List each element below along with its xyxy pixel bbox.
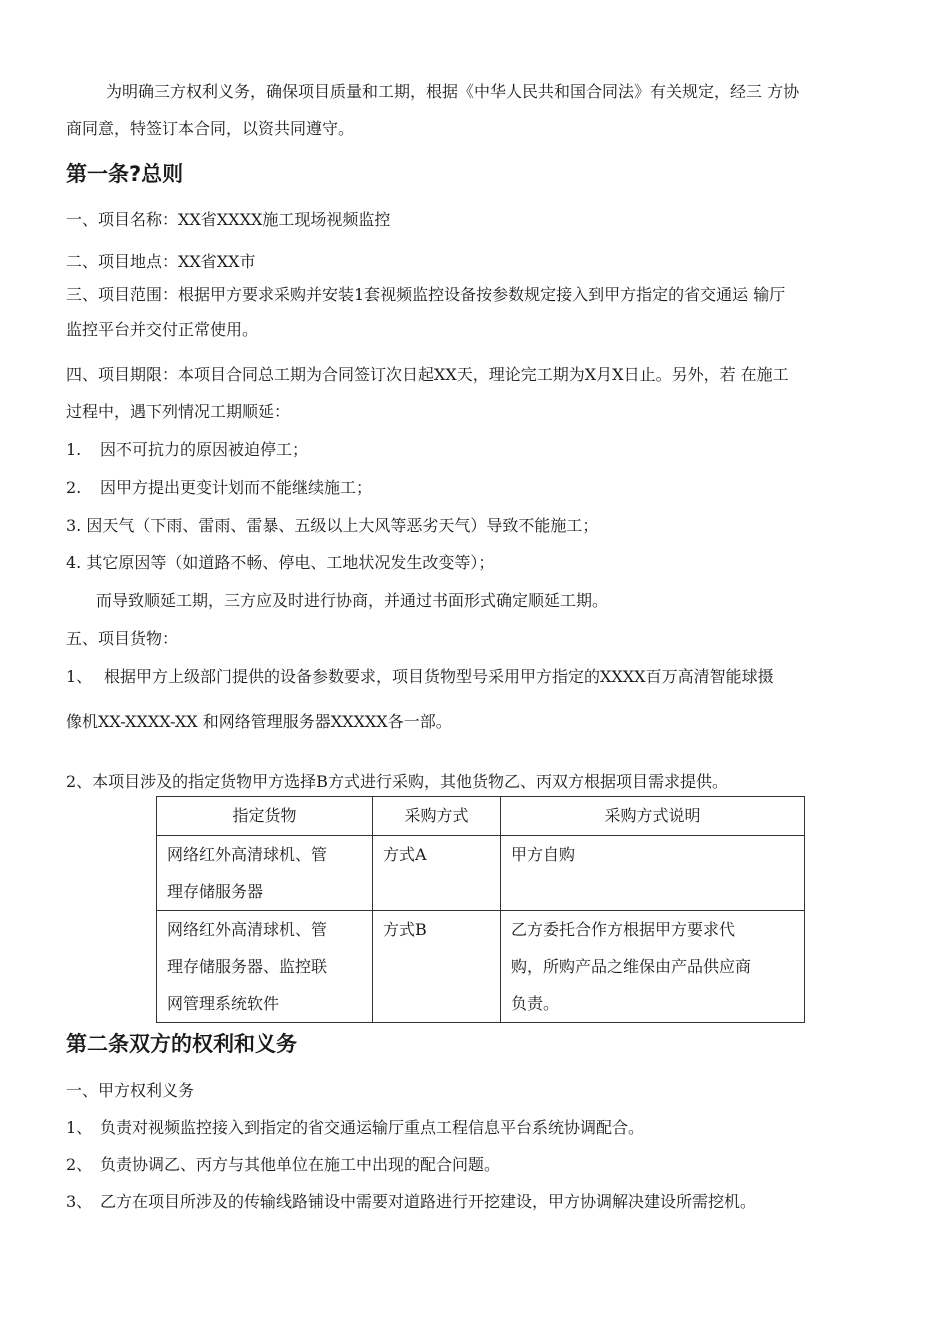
delay-item-text: 因不可抗力的原因被迫停工； <box>100 440 309 459</box>
project-goods-heading: 五、项目货物： <box>66 629 179 648</box>
table-cell-goods: 网络红外高清球机、管 理存储服务器 <box>157 836 373 911</box>
table-header-row <box>157 797 805 836</box>
party-a-item-text: 负责协调乙、丙方与其他单位在施工中出现的配合问题。 <box>100 1155 501 1174</box>
project-name: 一、项目名称：XX省XXXX施工现场视频监控 <box>66 210 391 229</box>
table-header-cell: 采购方式说明 <box>501 797 805 836</box>
goods-item-number: 1、 <box>66 667 93 686</box>
table-cell-desc: 甲方自购 <box>501 836 805 911</box>
delay-item-number: 3. <box>66 516 82 535</box>
delay-item-text: 其它原因等（如道路不畅、停电、工地状况发生改变等）； <box>86 553 495 572</box>
delay-note: 而导致顺延工期，三方应及时进行协商，并通过书面形式确定顺延工期。 <box>96 591 609 610</box>
goods-item-1-line2: 像机XX-XXXX-XX 和网络管理服务器XXXXX各一部。 <box>66 712 452 731</box>
party-a-item-number: 2、 <box>66 1155 93 1174</box>
project-term-line1: 四、项目期限：本项目合同总工期为合同签订次日起XX天，理论完工期为X月X日止。另外，若 在施工 <box>66 365 789 384</box>
intro-paragraph-line2: 商同意，特签订本合同，以资共同遵守。 <box>66 119 355 138</box>
table-row <box>157 911 805 1023</box>
goods-item-text: 根据甲方上级部门提供的设备参数要求，项目货物型号采用甲方指定的XXXX百万高清智能球摄 <box>104 667 774 686</box>
delay-item <box>66 440 308 460</box>
article2-heading: 第二条双方的权利和义务 <box>66 1032 297 1056</box>
table-cell-goods: 网络红外高清球机、管 理存储服务器、监控联 网管理系统软件 <box>157 911 373 1023</box>
goods-item-1-line1 <box>66 667 774 687</box>
article1-heading: 第一条?总则 <box>66 162 184 186</box>
table-header-cell: 采购方式 <box>373 797 501 836</box>
party-a-item-text: 乙方在项目所涉及的传输线路铺设中需要对道路进行开挖建设，甲方协调解决建设所需挖机。 <box>100 1192 757 1211</box>
delay-item-number: 2. <box>66 478 82 497</box>
delay-item-text: 因甲方提出更变计划而不能继续施工； <box>100 478 373 497</box>
project-term-line2: 过程中，遇下列情况工期顺延： <box>66 402 291 421</box>
party-a-item <box>66 1155 500 1175</box>
goods-item-2: 2、本项目涉及的指定货物甲方选择B方式进行采购，其他货物乙、丙双方根据项目需求提供。 <box>66 772 728 791</box>
party-a-item-number: 1、 <box>66 1118 93 1137</box>
party-a-item-text: 负责对视频监控接入到指定的省交通运输厅重点工程信息平台系统协调配合。 <box>100 1118 645 1137</box>
delay-item-number: 1. <box>66 440 82 459</box>
delay-item-number: 4. <box>66 553 82 572</box>
party-a-item-number: 3、 <box>66 1192 93 1211</box>
table-cell-method: 方式B <box>373 911 501 1023</box>
table-cell-desc: 乙方委托合作方根据甲方要求代 购，所购产品之维保由产品供应商 负责。 <box>501 911 805 1023</box>
delay-item <box>66 553 494 573</box>
party-a-item <box>66 1118 644 1138</box>
project-scope-line2: 监控平台并交付正常使用。 <box>66 320 259 339</box>
intro-paragraph-line1: 为明确三方权利义务，确保项目质量和工期，根据《中华人民共和国合同法》有关规定，经三 方协 <box>106 82 800 101</box>
delay-item-text: 因天气（下雨、雷雨、雷暴、五级以上大风等恶劣天气）导致不能施工； <box>86 516 599 535</box>
project-location: 二、项目地点：XX省XX市 <box>66 252 256 271</box>
table-header-cell: 指定货物 <box>157 797 373 836</box>
goods-procurement-table <box>156 796 805 1023</box>
party-a-item <box>66 1192 756 1212</box>
delay-item <box>66 478 372 498</box>
project-scope-line1: 三、项目范围：根据甲方要求采购并安装1套视频监控设备按参数规定接入到甲方指定的省交通运 输厅 <box>66 285 786 304</box>
table-row <box>157 836 805 911</box>
table-cell-method: 方式A <box>373 836 501 911</box>
party-a-heading: 一、甲方权利义务 <box>66 1081 195 1100</box>
delay-item <box>66 516 598 536</box>
